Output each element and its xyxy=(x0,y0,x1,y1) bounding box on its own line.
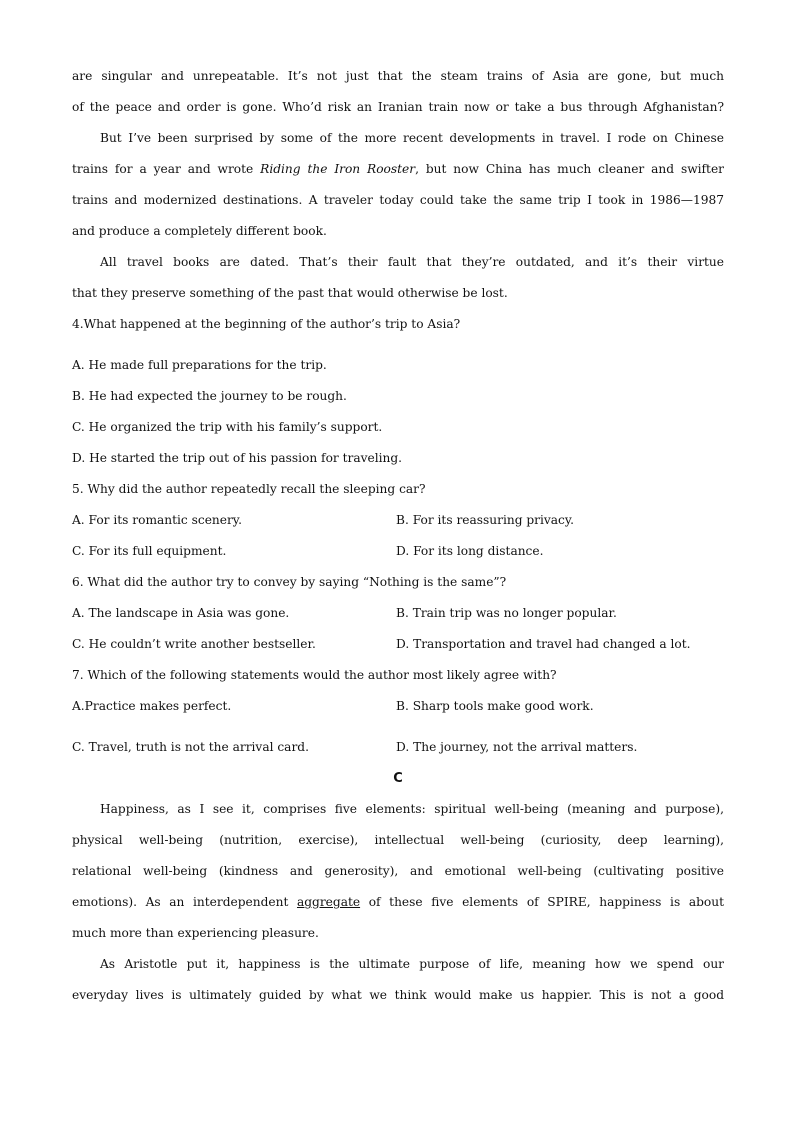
text-line: everyday lives is ultimately guided by what we think would make us happier. This is not a good xyxy=(72,988,724,1002)
text-line: physical well-being (nutrition, exercise), intellectual well-being (curiosity, deep learning), xyxy=(72,833,724,847)
question-6-option-a: A. The landscape in Asia was gone. xyxy=(72,606,290,620)
text-line: and produce a completely different book. xyxy=(72,224,327,238)
question-5-option-b: B. For its reassuring privacy. xyxy=(396,513,575,527)
question-6-option-d: D. Transportation and travel had changed a lot. xyxy=(396,637,691,651)
question-4-stem: 4.What happened at the beginning of the author’s trip to Asia? xyxy=(72,317,461,331)
text-line: trains and modernized destinations. A traveler today could take the same trip I took in 1986—1987 xyxy=(72,193,724,207)
text-line: Happiness, as I see it, comprises five elements: spiritual well-being (meaning and purpose), xyxy=(100,802,724,816)
text-line: As Aristotle put it, happiness is the ultimate purpose of life, meaning how we spend our xyxy=(100,957,724,971)
question-5-options-row xyxy=(72,536,724,567)
question-7-option-b: B. Sharp tools make good work. xyxy=(396,699,594,713)
text-span: of these five elements of SPIRE, happiness is about xyxy=(360,895,724,909)
text-line: that they preserve something of the past that would otherwise be lost. xyxy=(72,286,508,300)
text-line xyxy=(72,887,724,918)
question-7-option-a: A.Practice makes perfect. xyxy=(72,699,232,713)
section-heading: C xyxy=(393,771,403,786)
question-5-options-row xyxy=(72,505,724,536)
question-7-option-c: C. Travel, truth is not the arrival card. xyxy=(72,740,309,754)
text-line: relational well-being (kindness and generosity), and emotional well-being (cultivating positive xyxy=(72,864,724,878)
text-span: trains for a year and wrote xyxy=(72,162,261,176)
question-5-stem: 5. Why did the author repeatedly recall the sleeping car? xyxy=(72,482,426,496)
text-line: much more than experiencing pleasure. xyxy=(72,926,319,940)
text-line: But I’ve been surprised by some of the more recent developments in travel. I rode on Chinese xyxy=(100,131,724,145)
question-6-option-c: C. He couldn’t write another bestseller. xyxy=(72,637,316,651)
question-6-stem: 6. What did the author try to convey by saying “Nothing is the same”? xyxy=(72,575,507,589)
text-line: of the peace and order is gone. Who’d risk an Iranian train now or take a bus through Afghanistan? xyxy=(72,100,724,114)
text-line xyxy=(72,154,724,185)
question-4-option-d: D. He started the trip out of his passion for traveling. xyxy=(72,451,403,465)
text-span: emotions). As an interdependent xyxy=(72,895,297,909)
book-title: Riding the Iron Rooster xyxy=(260,162,416,176)
question-6-option-b: B. Train trip was no longer popular. xyxy=(396,606,617,620)
document-page xyxy=(72,61,724,1011)
question-7-stem: 7. Which of the following statements would the author most likely agree with? xyxy=(72,668,557,682)
question-5-option-a: A. For its romantic scenery. xyxy=(72,513,242,527)
question-5-option-c: C. For its full equipment. xyxy=(72,544,227,558)
text-line: All travel books are dated. That’s their fault that they’re outdated, and it’s their virtue xyxy=(100,255,724,269)
question-7-options-row xyxy=(72,691,724,732)
question-4-option-b: B. He had expected the journey to be rough. xyxy=(72,389,347,403)
question-4-option-c: C. He organized the trip with his family’s support. xyxy=(72,420,383,434)
question-5-option-d: D. For its long distance. xyxy=(396,544,544,558)
question-7-option-d: D. The journey, not the arrival matters. xyxy=(396,740,638,754)
text-span: , but now China has much cleaner and swifter xyxy=(415,162,724,176)
text-line: are singular and unrepeatable. It’s not just that the steam trains of Asia are gone, but much xyxy=(72,69,724,83)
question-6-options-row xyxy=(72,598,724,629)
question-4-option-a: A. He made full preparations for the trip. xyxy=(72,358,327,372)
question-6-options-row xyxy=(72,629,724,660)
question-7-options-row xyxy=(72,732,724,763)
underlined-word: aggregate xyxy=(296,895,361,909)
